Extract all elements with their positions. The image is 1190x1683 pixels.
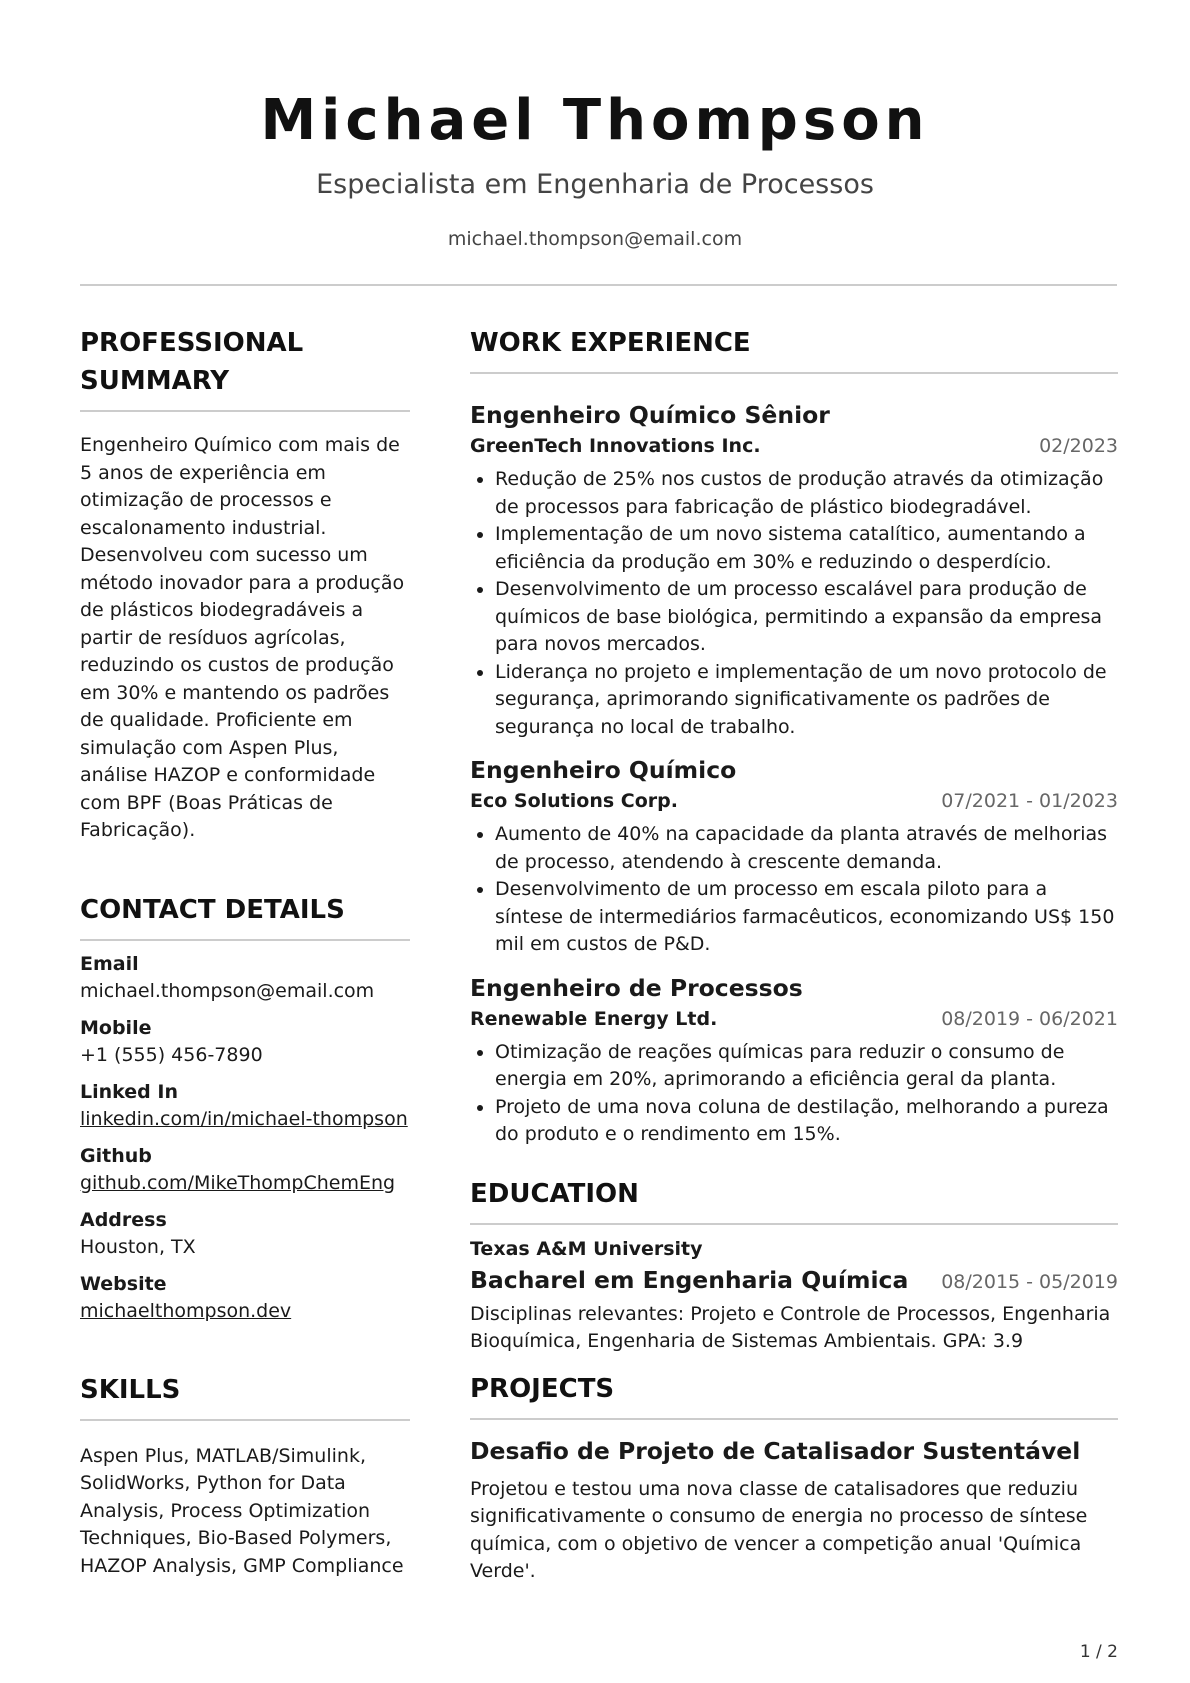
summary-heading: PROFESSIONAL SUMMARY — [80, 328, 304, 396]
job-dates: 08/2019 - 06/2021 — [941, 1007, 1118, 1030]
contact-linkedin — [80, 1079, 410, 1133]
summary-section — [80, 324, 410, 845]
contact-label: Linked In — [80, 1080, 178, 1103]
project-title: Desafio de Projeto de Catalisador Sustentável — [470, 1436, 1081, 1465]
education-heading: EDUCATION — [470, 1178, 639, 1209]
summary-text: Engenheiro Químico com mais de 5 anos de experiência em otimização de processos e escalonamento industrial. Desenvolveu com sucesso um método inovador para a produção de plásticos biodegradáveis a partir de resíduos agrícolas, reduzindo os custos de produção em 30% e mantendo os padrões de qualidade. Proficiente em simulação com Aspen Plus, análise HAZOP e conformidade com BPF (Boas Práticas de Fabricação). — [80, 434, 405, 841]
contact-value: +1 (555) 456-7890 — [80, 1043, 263, 1066]
job-bullets — [470, 1039, 1118, 1149]
contact-label: Email — [80, 952, 139, 975]
job-dates: 07/2021 - 01/2023 — [941, 790, 1118, 812]
work-section — [470, 324, 1118, 1149]
company-name: GreenTech Innovations Inc. — [470, 435, 761, 457]
project-description: Projetou e testou uma nova classe de catalisadores que reduziu significativamente o consumo de energia no processo de síntese química, com o objetivo de vencer a competição anual 'Química Verde'. — [470, 1477, 1088, 1582]
job-bullets — [470, 466, 1118, 741]
contact-label: Mobile — [80, 1016, 152, 1039]
contact-label: Website — [80, 1272, 167, 1295]
contact-value: michael.thompson@email.com — [80, 979, 375, 1002]
bullet-item: • Aumento de 40% na capacidade da planta através de melhorias de processo, atendendo à crescente demanda. — [495, 821, 1118, 876]
company-name: Eco Solutions Corp. — [470, 790, 678, 812]
contact-section — [80, 891, 410, 1325]
contact-email — [80, 951, 410, 1005]
job-title: Engenheiro Químico Sênior — [470, 401, 830, 429]
bullet-item: • Desenvolvimento de um processo em escala piloto para a síntese de intermediários farmacêuticos, economizando US$ 150 mil em custos de P&D. — [495, 876, 1118, 959]
left-column — [80, 324, 410, 1580]
bullet-item: • Implementação de um novo sistema catalítico, aumentando a eficiência da produção em 30% e reduzindo o desperdício. — [495, 521, 1118, 576]
education-section — [470, 1175, 1118, 1356]
contact-website — [80, 1271, 410, 1325]
company-name: Renewable Energy Ltd. — [470, 1007, 718, 1030]
contact-label: Address — [80, 1208, 167, 1231]
section-divider — [80, 410, 410, 412]
job-entry — [470, 971, 1118, 1149]
bullet-item: • Otimização de reações químicas para reduzir o consumo de energia em 20%, aprimorando a eficiência geral da planta. — [495, 1039, 1118, 1094]
work-heading: WORK EXPERIENCE — [470, 328, 751, 358]
section-divider — [80, 1419, 410, 1421]
projects-heading: PROJECTS — [470, 1373, 615, 1404]
contact-address — [80, 1207, 410, 1261]
job-entry — [470, 753, 1118, 959]
bullet-item: • Projeto de uma nova coluna de destilação, melhorando a pureza do produto e o rendimento em 15%. — [495, 1094, 1118, 1149]
skills-section — [80, 1371, 410, 1581]
section-divider — [470, 1223, 1118, 1225]
contact-label: Github — [80, 1144, 152, 1167]
degree-name: Bacharel em Engenharia Química — [470, 1265, 909, 1294]
job-dates: 02/2023 — [1039, 435, 1118, 457]
job-title: Engenheiro de Processos — [470, 973, 803, 1002]
candidate-name: Michael Thompson — [260, 88, 930, 153]
projects-section — [470, 1370, 1118, 1586]
education-description: Disciplinas relevantes: Projeto e Controle de Processos, Engenharia Bioquímica, Engenharia de Sistemas Ambientais. GPA: 3.9 — [470, 1302, 1111, 1352]
bullet-item: • Liderança no projeto e implementação de um novo protocolo de segurança, aprimorando significativamente os padrões de segurança no local de trabalho. — [495, 659, 1118, 742]
page-number: 1 / 2 — [1079, 1642, 1118, 1662]
website-link[interactable]: michaelthompson.dev — [80, 1299, 292, 1322]
github-link[interactable]: github.com/MikeThompChemEng — [80, 1171, 396, 1194]
section-divider — [470, 1418, 1118, 1420]
header-divider — [80, 284, 1117, 286]
job-entry — [470, 398, 1118, 741]
section-divider — [470, 372, 1118, 374]
bullet-item: • Redução de 25% nos custos de produção através da otimização de processos para fabricação de plástico biodegradável. — [495, 466, 1118, 521]
contact-github — [80, 1143, 410, 1197]
skills-heading: SKILLS — [80, 1374, 181, 1405]
section-divider — [80, 939, 410, 941]
education-dates: 08/2015 - 05/2019 — [941, 1270, 1118, 1293]
job-title: Engenheiro Químico — [470, 756, 737, 784]
school-name: Texas A&M University — [470, 1237, 703, 1260]
right-column — [470, 324, 1118, 1586]
candidate-title: Especialista em Engenharia de Processos — [316, 169, 874, 200]
bullet-item: • Desenvolvimento de um processo escalável para produção de químicos de base biológica, permitindo a expansão da empresa para novos mercados. — [495, 576, 1118, 659]
contact-heading: CONTACT DETAILS — [80, 894, 345, 925]
skills-text: Aspen Plus, MATLAB/Simulink, SolidWorks, Python for Data Analysis, Process Optimization Techniques, Bio-Based Polymers, HAZOP Analysis, GMP Compliance — [80, 1444, 404, 1577]
linkedin-link[interactable]: linkedin.com/in/michael-thompson — [80, 1107, 408, 1130]
job-bullets — [470, 821, 1118, 959]
header-email: michael.thompson@email.com — [447, 228, 743, 250]
contact-mobile — [80, 1015, 410, 1069]
contact-value: Houston, TX — [80, 1235, 196, 1258]
